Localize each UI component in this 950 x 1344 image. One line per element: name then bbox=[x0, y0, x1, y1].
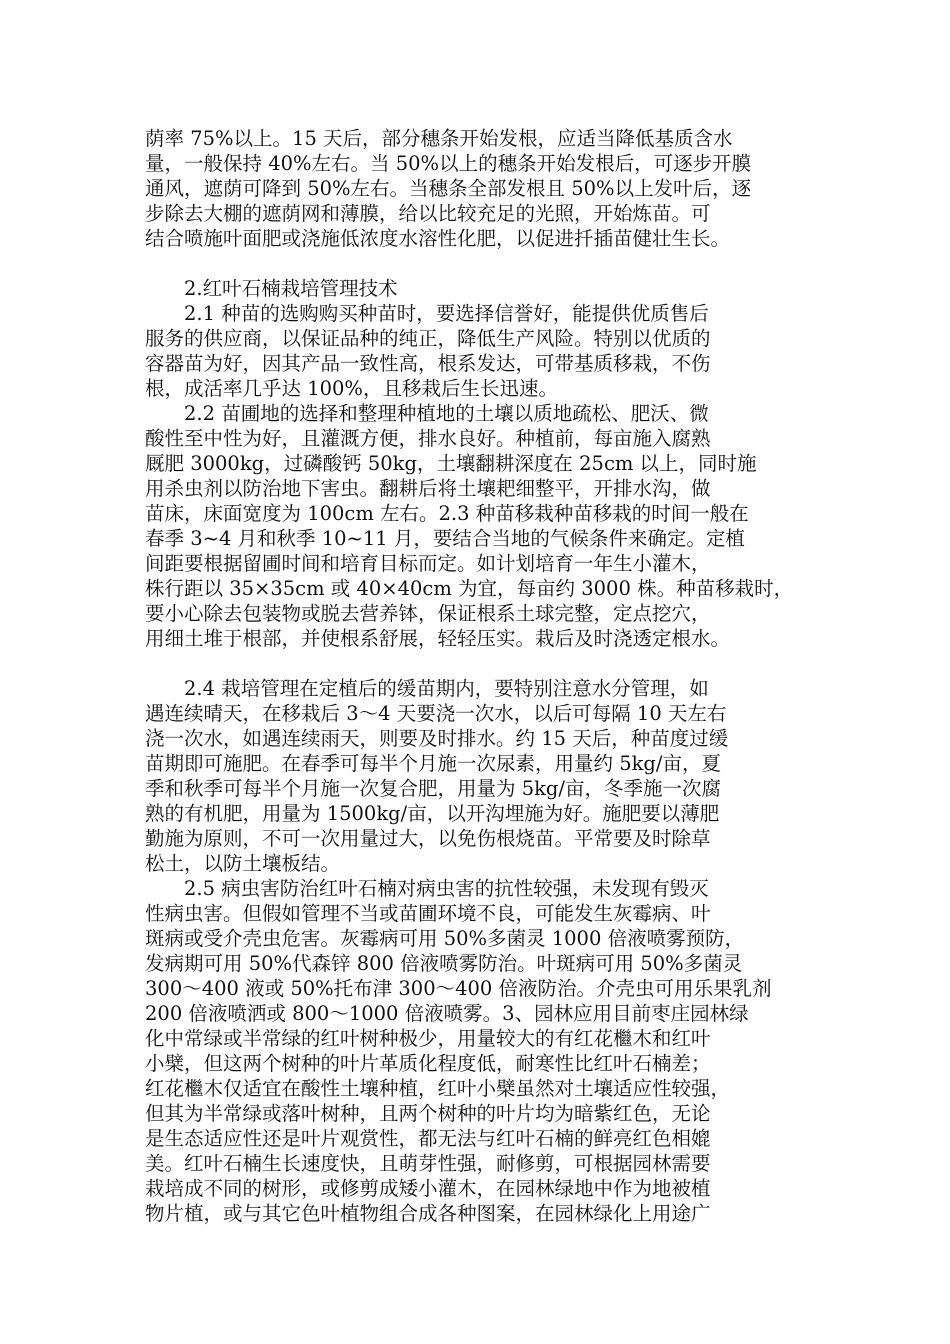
text-line: 2.5 病虫害防治红叶石楠对病虫害的抗性较强，未发现有毁灭 bbox=[184, 877, 709, 900]
text-line: 量，一般保持 40%左右。当 50%以上的穗条开始发根后，可逐步开膜 bbox=[145, 152, 752, 175]
text-line: 苗床，床面宽度为 100cm 左右。2.3 种苗移栽种苗移栽的时间一般在 bbox=[145, 502, 749, 525]
text-line: 勤施为原则，不可一次用量过大，以免伤根烧苗。平常要及时除草 bbox=[145, 827, 711, 850]
text-line: 容器苗为好，因其产品一致性高，根系发达，可带基质移栽，不伤 bbox=[145, 352, 711, 375]
text-line: 2.4 栽培管理在定植后的缓苗期内，要特别注意水分管理，如 bbox=[184, 677, 709, 700]
text-line: 美。红叶石楠生长速度快，且萌芽性强，耐修剪，可根据园林需要 bbox=[145, 1152, 711, 1175]
paragraph-gap bbox=[145, 251, 813, 276]
text-line: 结合喷施叶面肥或浇施低浓度水溶性化肥，以促进扦插苗健壮生长。 bbox=[145, 227, 731, 250]
document-page bbox=[145, 126, 813, 1226]
text-line: 斑病或受介壳虫危害。灰霉病可用 50%多菌灵 1000 倍液喷雾预防， bbox=[145, 927, 745, 950]
text-line: 浇一次水，如遇连续雨天，则要及时排水。约 15 天后，种苗度过缓 bbox=[145, 727, 729, 750]
paragraph-2-1 bbox=[145, 301, 813, 401]
text-line: 200 倍液喷洒或 800～1000 倍液喷雾。3、园林应用目前枣庄园林绿 bbox=[145, 1002, 749, 1025]
text-line: 荫率 75%以上。15 天后，部分穗条开始发根，应适当降低基质含水 bbox=[145, 127, 733, 150]
text-line: 通风，遮荫可降到 50%左右。当穗条全部发根且 50%以上发叶后，逐 bbox=[145, 177, 752, 200]
text-line: 间距要根据留圃时间和培育目标而定。如计划培育一年生小灌木， bbox=[145, 552, 711, 575]
text-line: 厩肥 3000kg，过磷酸钙 50kg，土壤翻耕深度在 25cm 以上，同时施 bbox=[145, 452, 757, 475]
text-line: 松土，以防土壤板结。 bbox=[145, 852, 341, 875]
text-line: 300～400 液或 50%托布津 300～400 倍液防治。介壳虫可用乐果乳剂 bbox=[145, 977, 772, 1000]
text-line: 用杀虫剂以防治地下害虫。翻耕后将土壤耙细整平，开排水沟，做 bbox=[145, 477, 711, 500]
text-line: 要小心除去包装物或脱去营养钵，保证根系土球完整，定点挖穴， bbox=[145, 602, 711, 625]
text-line: 苗期即可施肥。在春季可每半个月施一次尿素，用量约 5kg/亩，夏 bbox=[145, 752, 721, 775]
text-line: 2.1 种苗的选购购买种苗时，要选择信誉好，能提供优质售后 bbox=[184, 302, 709, 325]
text-line: 是生态适应性还是叶片观赏性，都无法与红叶石楠的鲜亮红色相媲 bbox=[145, 1127, 711, 1150]
paragraph-cutting-care bbox=[145, 126, 813, 251]
text-line: 根，成活率几乎达 100%，且移栽后生长迅速。 bbox=[145, 377, 558, 400]
paragraph-2-2 bbox=[145, 401, 813, 651]
text-line: 红花檵木仅适宜在酸性土壤种植，红叶小檗虽然对土壤适应性较强， bbox=[145, 1077, 731, 1100]
text-line: 季和秋季可每半个月施一次复合肥，用量为 5kg/亩，冬季施一次腐 bbox=[145, 777, 721, 800]
text-line: 2.红叶石楠栽培管理技术 bbox=[184, 277, 398, 300]
text-line: 性病虫害。但假如管理不当或苗圃环境不良，可能发生灰霉病、叶 bbox=[145, 902, 711, 925]
text-line: 栽培成不同的树形，或修剪成矮小灌木，在园林绿地中作为地被植 bbox=[145, 1177, 711, 1200]
text-line: 化中常绿或半常绿的红叶树种极少，用量较大的有红花檵木和红叶 bbox=[145, 1027, 711, 1050]
section-heading-2 bbox=[145, 276, 813, 301]
text-line: 株行距以 35×35cm 或 40×40cm 为宜，每亩约 3000 株。种苗移栽时， bbox=[145, 577, 794, 600]
text-line: 熟的有机肥，用量为 1500kg/亩，以开沟埋施为好。施肥要以薄肥 bbox=[145, 802, 720, 825]
text-line: 遇连续晴天，在移栽后 3～4 天要浇一次水，以后可每隔 10 天左右 bbox=[145, 702, 727, 725]
text-line: 发病期可用 50%代森锌 800 倍液喷雾防治。叶斑病可用 50%多菌灵 bbox=[145, 952, 743, 975]
paragraph-gap bbox=[145, 651, 813, 676]
text-line: 步除去大棚的遮荫网和薄膜，给以比较充足的光照，开始炼苗。可 bbox=[145, 202, 711, 225]
text-line: 但其为半常绿或落叶树种，且两个树种的叶片均为暗紫红色，无论 bbox=[145, 1102, 711, 1125]
paragraph-2-4 bbox=[145, 676, 813, 876]
text-line: 酸性至中性为好，且灌溉方便，排水良好。种植前，每亩施入腐熟 bbox=[145, 427, 711, 450]
text-line: 小檗，但这两个树种的叶片革质化程度低，耐寒性比红叶石楠差； bbox=[145, 1052, 711, 1075]
text-line: 春季 3~4 月和秋季 10~11 月，要结合当地的气候条件来确定。定植 bbox=[145, 527, 745, 550]
text-line: 物片植，或与其它色叶植物组合成各种图案，在园林绿化上用途广 bbox=[145, 1202, 711, 1225]
text-line: 服务的供应商，以保证品种的纯正，降低生产风险。特别以优质的 bbox=[145, 327, 711, 350]
text-line: 用细土堆于根部，并使根系舒展，轻轻压实。栽后及时浇透定根水。 bbox=[145, 627, 731, 650]
text-line: 2.2 苗圃地的选择和整理种植地的土壤以质地疏松、肥沃、微 bbox=[184, 402, 709, 425]
paragraph-2-5 bbox=[145, 876, 813, 1226]
